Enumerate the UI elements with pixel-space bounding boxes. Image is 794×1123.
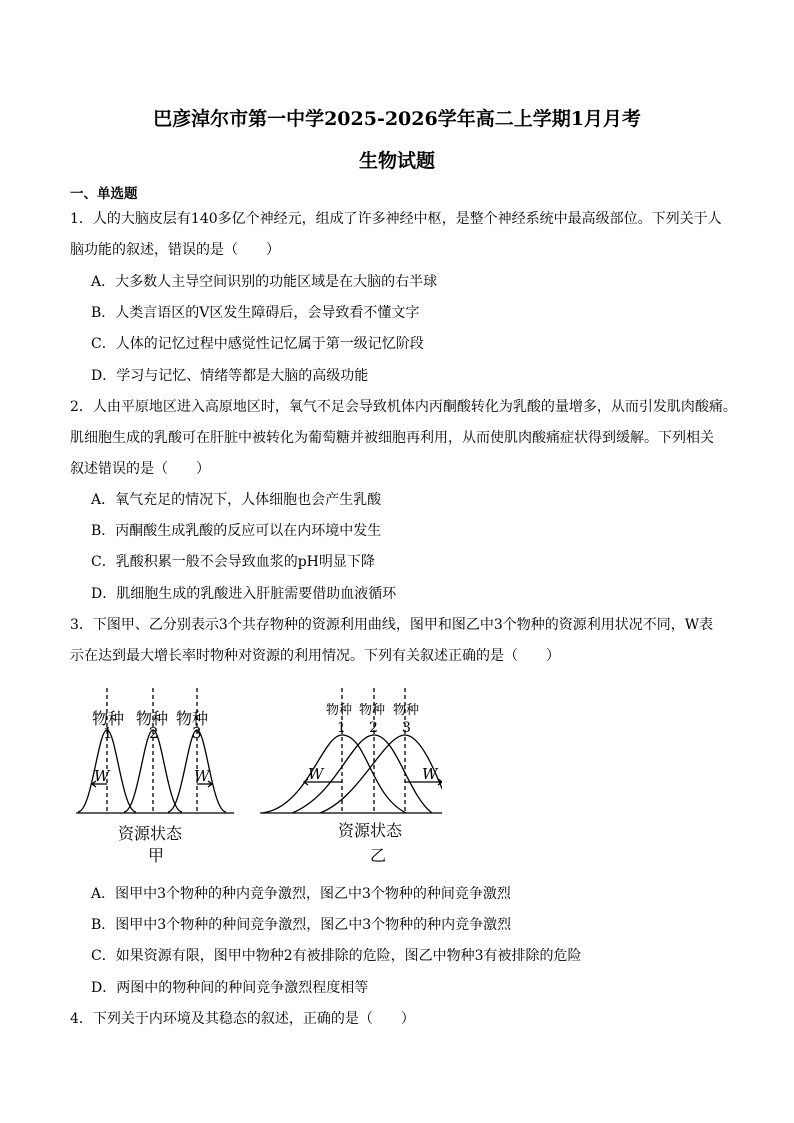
yi-species-label-1: 物种 [326,703,353,718]
yi-species-num-1: 1 [337,720,346,736]
exam-subject: 生物试题 [358,150,435,172]
q1-option-a: A．大多数人主导空间识别的功能区域是在大脑的右半球 [91,274,438,290]
yi-species-num-3: 3 [402,720,411,736]
jia-species-label-2: 物种 [136,709,169,728]
jia-panel-label: 甲 [148,846,165,865]
resource-curves-figure [72,680,442,870]
yi-species-label-3: 物种 [393,703,420,718]
q2-option-c: C．乳酸积累一般不会导致血浆的pH明显下降 [91,554,375,570]
jia-species-num-3: 3 [192,724,202,742]
yi-w-label-left: W [308,765,324,783]
yi-curve-species-1 [262,735,406,813]
q3-option-a: A．图甲中3个物种的种内竞争激烈，图乙中3个物种的种间竞争激烈 [91,886,511,902]
q1-stem-line-1: 1．人的大脑皮层有140多亿个神经元，组成了许多神经中枢，是整个神经系统中最高级部位。下列关于人 [70,211,722,227]
panel-jia-curves [76,688,234,813]
q2-option-b: B．丙酮酸生成乳酸的反应可以在内环境中发生 [91,523,382,539]
jia-x-label: 资源状态 [118,824,183,843]
q1-stem-line-2: 脑功能的叙述，错误的是（ ） [70,242,280,258]
q1-option-d: D．学习与记忆、情绪等都是大脑的高级功能 [91,368,369,384]
q2-stem-line-1: 2．人由平原地区进入高原地区时，氧气不足会导致机体内丙酮酸转化为乳酸的量增多，从而引发肌肉酸痛。 [70,399,737,415]
q2-stem-line-2: 肌细胞生成的乳酸可在肝脏中被转化为葡萄糖并被细胞再利用，从而使肌肉酸痛症状得到缓解。下列相关 [70,430,714,446]
q3-option-c: C．如果资源有限，图甲中物种2有被排除的危险，图乙中物种3有被排除的危险 [91,948,582,964]
q4-stem-line-1: 4．下列关于内环境及其稳态的叙述，正确的是（ ） [70,1011,415,1027]
section-heading: 一、单选题 [70,186,138,202]
q3-option-d: D．两图中的物种间的种间竞争激烈程度相等 [91,980,369,996]
q2-option-d: D．肌细胞生成的乳酸进入肝脏需要借助血液循环 [91,586,397,602]
q1-option-b: B．人类言语区的V区发生障碍后，会导致看不懂文字 [91,305,420,321]
jia-w-label-right: W [194,767,210,785]
exam-title: 巴彦淖尔市第一中学2025-2026学年高二上学期1月月考 [153,108,641,130]
jia-species-num-2: 2 [149,724,159,742]
jia-curve-species-2 [124,730,182,812]
yi-w-label-right: W [422,765,438,783]
q1-option-c: C．人体的记忆过程中感觉性记忆属于第一级记忆阶段 [91,336,424,352]
jia-species-label-1: 物种 [92,709,125,728]
jia-species-num-1: 1 [103,724,113,742]
q2-option-a: A．氧气充足的情况下，人体细胞也会产生乳酸 [91,492,382,508]
q2-stem-line-3: 叙述错误的是（ ） [70,461,210,477]
jia-species-label-3: 物种 [176,709,209,728]
jia-w-label-left: W [94,767,110,785]
yi-panel-label: 乙 [370,846,387,865]
q3-option-b: B．图甲中3个物种的种间竞争激烈，图乙中3个物种的种内竞争激烈 [91,917,512,933]
q3-stem-line-1: 3．下图甲、乙分别表示3个共存物种的资源利用曲线，图甲和图乙中3个物种的资源利用状况不同，W表 [70,617,714,633]
yi-species-label-2: 物种 [359,703,386,718]
q3-stem-line-2: 示在达到最大增长率时物种对资源的利用情况。下列有关叙述正确的是（ ） [70,648,560,664]
yi-x-label: 资源状态 [338,821,403,840]
yi-species-num-2: 2 [369,720,378,736]
